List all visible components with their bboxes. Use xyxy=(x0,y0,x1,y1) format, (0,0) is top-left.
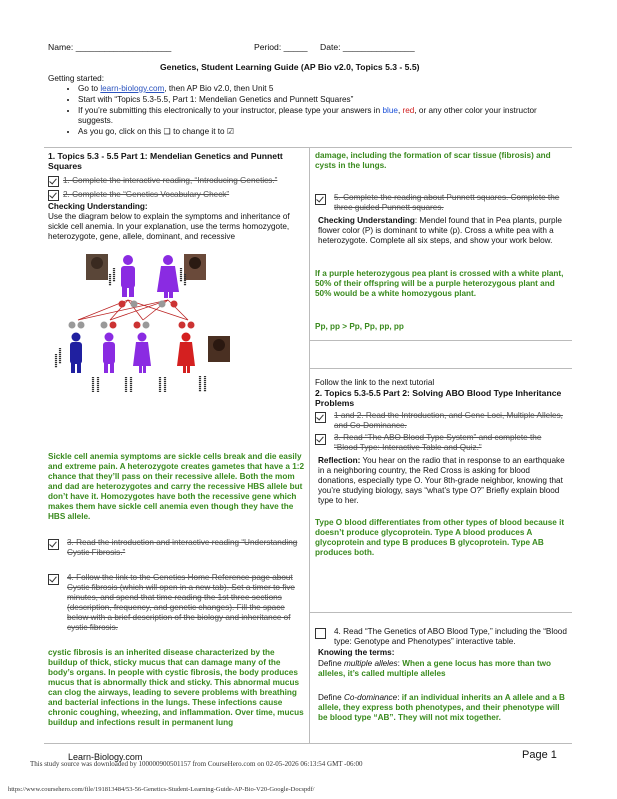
reflection-prompt: You hear on the radio that in response to an earthquake in a neighboring country, the Red Cross is asking for blood donations, especially type O. Your 8th-grade neighbor, knowing that you’re studying biology, says “what’s type O?” Briefly explain blood type to her. xyxy=(318,456,565,505)
right-divider-1 xyxy=(310,340,572,341)
multiple-alleles-term: multiple alleles xyxy=(343,659,398,668)
right-divider-2 xyxy=(310,368,572,369)
bullet-1: • Go to learn-biology.com, then AP Bio v2.0, then Unit 5 xyxy=(78,84,568,94)
abo-task-3-checkbox[interactable] xyxy=(315,434,326,445)
task-3-row xyxy=(48,538,300,558)
answer-multiple-alleles: When a gene locus has more than two alleles, it’s called multiple alleles xyxy=(318,659,551,678)
section-2-title: 2. Topics 5.3-5.5 Part 2: Solving ABO Blood Type Inheritance Problems xyxy=(315,388,562,409)
follow-link-text: Follow the link to the next tutorial xyxy=(315,378,435,387)
footer-page-number: Page 1 xyxy=(522,749,557,761)
table-bottom-border xyxy=(44,743,572,744)
abo-task-1-2-text: 1 and 2. Read the Introduction, and Gene Loci, Multiple Alleles, and Co-Dominance. xyxy=(334,411,563,430)
answer-blood-type: Type O blood differentiates from other types of blood because it doesn’t produce glycoprotein. Type A blood produces A glycoprotein and type B produces B glycoprotein. Type AB produces both. xyxy=(315,518,565,557)
footer-site-name: Learn-Biology.com xyxy=(68,752,143,762)
column-divider xyxy=(309,148,310,743)
answer-cystic-fibrosis-continued: damage, including the formation of scar tissue (fibrosis) and cysts in the lungs. xyxy=(315,151,551,170)
bullet-3: • If you’re submitting this electronically to your instructor, please type your answers in blue, red, or any other color your instructor suggests. xyxy=(78,106,568,126)
task-3-text: 3. Read the introduction and interactive reading “Understanding Cystic Fibrosis.” xyxy=(67,538,298,557)
table-top-border xyxy=(44,147,572,148)
bullet-4: • As you go, click on this ❑ to change it to ☑ xyxy=(78,127,568,137)
task-5-text: 5. Complete the reading about Punnett squares. Complete the three guided Punnett squares. xyxy=(334,193,560,212)
task-1-checkbox[interactable] xyxy=(48,176,59,187)
date-field-label: Date: _______________ xyxy=(320,42,415,52)
left-column xyxy=(48,151,304,242)
abo-task-3-row xyxy=(315,433,567,453)
task-5-checkbox[interactable] xyxy=(315,194,326,205)
abo-task-4-row xyxy=(315,627,567,647)
task-4-text: 4. Follow the link to the Genetics Home Reference page about Cystic fibrosis (which will open in a new tab). Set a timer to five minutes, and spend that time reading the 1st three sections (description, frequency, and genetic changes). Fill the space below with a brief description of the biology and inheritance of cystic fibrosis. xyxy=(67,573,295,632)
abo-task-1-2-row xyxy=(315,411,567,431)
abo-task-4-text: 4. Read “The Genetics of ABO Blood Type,” including the “Blood type: Genotype and Phenotypes” interactive table. xyxy=(334,627,567,646)
define-multiple-alleles: Define multiple alleles: When a gene locus has more than two alleles, it’s called multiple alleles xyxy=(318,659,551,678)
abo-task-3-text: 3. Read “The ABO Blood Type System” and complete the “Blood Type: Interactive Table and Quiz.” xyxy=(334,433,542,452)
task-5-row xyxy=(315,193,567,213)
getting-started-list xyxy=(48,84,568,137)
abo-task-1-2-checkbox[interactable] xyxy=(315,412,326,423)
task-4-checkbox[interactable] xyxy=(48,574,59,585)
punnett-checking-understanding xyxy=(318,216,564,246)
sickle-cell-pedigree-diagram xyxy=(48,252,238,400)
abo-task-4-checkbox[interactable] xyxy=(315,628,326,639)
bullet-2: • Start with “Topics 5.3-5.5, Part 1: Mendelian Genetics and Punnett Squares” xyxy=(78,95,568,105)
period-field-label: Period: _____ xyxy=(254,42,308,52)
co-dominance-term: Co-dominance xyxy=(343,693,398,702)
checking-understanding-prompt: Use the diagram below to explain the symptoms and inheritance of sickle cell anemia. In your explanation, use the terms homozygote, heterozygote, gene, allele, dominant, and recessive xyxy=(48,211,290,241)
footer-url[interactable]: https://www.coursehero.com/file/191813484/53-56-Genetics-Student-Learning-Guide-AP-Bio-V20-Google-Docspdf/ xyxy=(8,786,315,793)
getting-started-section xyxy=(48,74,568,138)
name-field-label: Name: ____________________ xyxy=(48,42,172,52)
punnett-checking-heading: Checking Understanding xyxy=(318,216,415,225)
task-2-text: 2. Complete the “Genetics Vocabulary Check” xyxy=(63,189,230,199)
right-divider-3 xyxy=(310,612,572,613)
document-title: Genetics, Student Learning Guide (AP Bio v2.0, Topics 5.3 - 5.5) xyxy=(160,62,420,72)
footer-download-source: This study source was downloaded by 100000900501157 from CourseHero.com on 02-05-2026 06:13:54 GMT -06:00 xyxy=(30,760,363,768)
reflection-block xyxy=(318,456,566,506)
task-1-row xyxy=(48,176,304,187)
learn-biology-link[interactable]: learn-biology.com xyxy=(100,84,165,93)
section-1-title: 1. Topics 5.3 - 5.5 Part 1: Mendelian Genetics and Punnett Squares xyxy=(48,151,283,172)
task-3-checkbox[interactable] xyxy=(48,539,59,550)
task-2-checkbox[interactable] xyxy=(48,190,59,201)
answer-punnett-genotypes: Pp, pp > Pp, Pp, pp, pp xyxy=(315,322,404,331)
answer-punnett: If a purple heterozygous pea plant is crossed with a white plant, 50% of their offspring will be a purple heterozygous plant and 50% would be a white homozygous plant. xyxy=(315,269,564,298)
reflection-heading: Reflection: xyxy=(318,456,361,465)
task-2-row xyxy=(48,190,304,201)
getting-started-label: Getting started: xyxy=(48,74,104,83)
task-1-text: 1. Complete the interactive reading, “Introducing Genetics.” xyxy=(63,175,278,185)
task-4-row xyxy=(48,573,300,633)
define-co-dominance: Define Co-dominance: if an individual inherits an A allele and a B allele, they express both phenotypes, and their phenotype will be blood type “AB”. They will not mix together. xyxy=(318,693,565,722)
answer-co-dominance: if an individual inherits an A allele and a B allele, they express both phenotypes, and their phenotype will be blood type “AB”. They will not mix together. xyxy=(318,693,565,722)
knowing-terms-heading: Knowing the terms: xyxy=(318,648,395,657)
answer-cystic-fibrosis: cystic fibrosis is an inherited disease characterized by the buildup of thick, sticky mucus that can damage many of the body’s organs. In people with cystic fibrosis, the body produces mucus that is abnormally thick and sticky. This abnormal mucus can clog the airways, leading to severe problems with breathing and bacterial infections in the lungs. These infections cause chronic coughing, wheezing, and inflammation. Over time, mucus buildup and infections result in permanent lung xyxy=(48,648,304,727)
checking-understanding-heading: Checking Understanding: xyxy=(48,201,148,211)
answer-sickle-cell: Sickle cell anemia symptoms are sickle cells break and die easily and extreme pain. A heterozygote creates gametes that have a 1:2 chance that they’ll pass on their recessive allele. Both the mom and dad are heterozygotes and carry the recessive HBS allele but don’t have it. Homozygotes have both the recessive gene which makes them have sickle cell anemia even though they have the HBS allele. xyxy=(48,452,305,521)
punnett-checking-prompt: : Mendel found that in Pea plants, purple flower color (P) is dominant to white (p). Cross a white pea with a heterozygote. Complete all six steps, and show your work below. xyxy=(318,216,562,245)
